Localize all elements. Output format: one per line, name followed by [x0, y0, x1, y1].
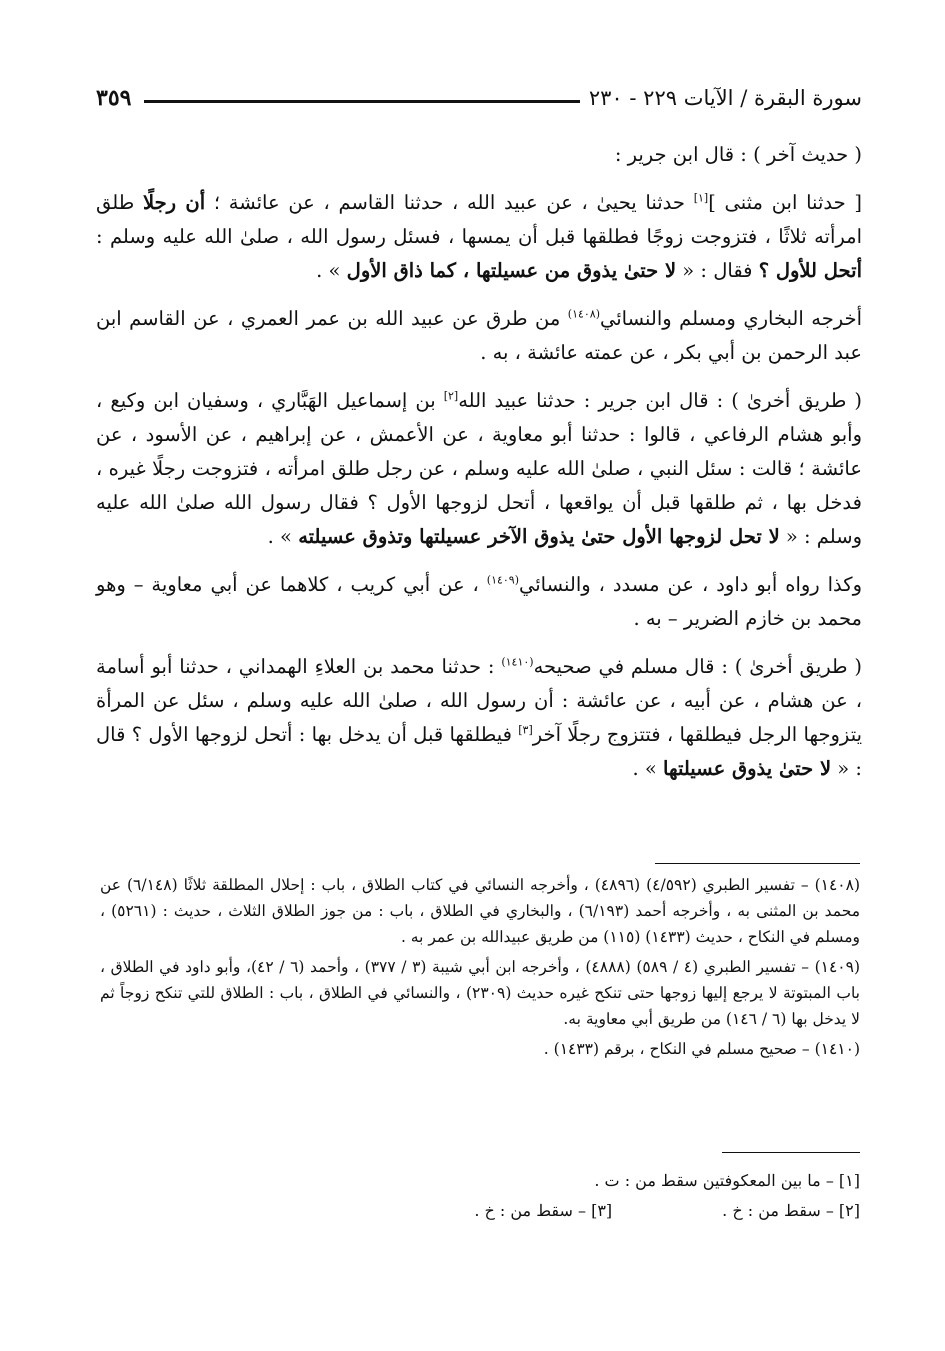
paragraph-hadith-2 — [96, 384, 862, 554]
note-row — [260, 1166, 860, 1196]
text-span: فيطلقها قبل أن يدخل بها : أتحل لزوجها الأول ؟ قال : « — [96, 723, 862, 780]
hadith-quote: لا حتىٰ يذوق عسيلتها — [663, 757, 832, 780]
text-span: فقال : « — [676, 259, 759, 282]
note-2: [٢] – سقط من : خ . — [722, 1201, 860, 1220]
text-span: حدثنا يحيىٰ ، عن عبيد الله ، حدثنا القاسم ، عن عائشة ؛ — [205, 191, 694, 214]
note-marker: [٣] — [518, 723, 533, 737]
hadith-quote: لا تحل لزوجها الأول حتىٰ يذوق الآخر عسيلتها وتذوق عسيلته — [298, 525, 780, 548]
text-span: بن إسماعيل الهَبَّاري ، وسفيان ابن وكيع ، وأبو هشام الرفاعي ، قالوا : حدثنا أبو معاوية ، عن الأعمش ، عن إبراهيم ، عن الأسود ، عن عائشة ؛ قالت : سئل النبي ، صلىٰ الله عليه وسلم ، عن رجل طلق امرأته ، فتزوجت رجلًا غيره ، فدخل بها ، ثم طلقها قبل أن يواقعها ، أتحل لزوجها الأول ؟ فقال رسول الله صلىٰ الله عليه وسلم : « — [96, 389, 862, 548]
hadith-quote: لا حتىٰ يذوق من عسيلتها ، كما ذاق الأول — [346, 259, 677, 282]
text-span: [ حدثنا ابن مثنى ] — [708, 191, 862, 214]
text-span: من طرق عن عبيد الله بن عمر العمري ، عن القاسم ابن عبد الرحمن بن أبي بكر ، عن عمته عائشة ، به . — [96, 307, 862, 364]
note-marker: [١] — [693, 191, 709, 205]
page-header — [96, 78, 862, 118]
page-number: ٣٥٩ — [96, 85, 132, 111]
footnote-ref: (١٤١٠) — [501, 655, 534, 669]
text-span: » . — [267, 525, 299, 548]
text-span: وكذا رواه أبو داود ، عن مسدد ، والنسائي — [519, 573, 862, 596]
note-row — [260, 1196, 860, 1226]
paragraph-takhrij-1 — [96, 302, 862, 370]
note-1: [١] – ما بين المعكوفتين سقط من : ت . — [594, 1171, 860, 1190]
paragraph-hadith-1 — [96, 186, 862, 288]
main-text — [96, 138, 862, 800]
text-span: أخرجه البخاري ومسلم والنسائي — [600, 307, 862, 330]
bold-text: أن رجلًا — [142, 191, 206, 214]
footnote-separator — [655, 863, 860, 864]
footnotes — [100, 872, 860, 1066]
manuscript-notes — [260, 1166, 860, 1226]
notes-separator — [722, 1152, 860, 1153]
footnote-ref: (١٤٠٨) — [567, 307, 600, 321]
note-3: [٣] – سقط من : خ . — [474, 1201, 613, 1220]
text-span: ، عن أبي كريب ، كلاهما عن أبي معاوية – وهو محمد بن خازم الضرير – به . — [96, 573, 862, 630]
footnote-ref: (١٤٠٩) — [486, 573, 519, 587]
paragraph-hadith-3 — [96, 650, 862, 786]
note-marker: [٢] — [443, 389, 459, 403]
footnote-1409: (١٤٠٩) – تفسير الطبري (٤ / ٥٨٩) (٤٨٨٨) ، وأخرجه ابن أبي شيبة (٣ / ٣٧٧) ، وأحمد (٦ / ٤٢)، وأبو داود في الطلاق ، باب المبتوتة لا يرجع إليها زوجها حتى تنكح غيره حديث (٢٣٠٩) ، والنسائي في الطلاق ، باب : الطلاق للتي تنكح زوجاً ثم لا يدخل بها (٦ / ١٤٦) من طريق أبي معاوية به. — [100, 958, 860, 1028]
text-span: طلق امرأته ثلاثًا ، فتزوجت زوجًا فطلقها قبل أن يمسها ، فسئل رسول الله ، صلىٰ الله عليه وسلم : — [96, 191, 862, 248]
paragraph-takhrij-2 — [96, 568, 862, 636]
header-rule — [144, 100, 580, 103]
text-span: : حدثنا محمد بن العلاءِ الهمداني ، حدثنا أبو أسامة ، عن هشام ، عن أبيه ، عن عائشة : أن رسول الله ، صلىٰ الله عليه وسلم ، سئل عن المرأة يتزوجها الرجل فيطلقها ، فتتزوج رجلًا آخر — [96, 655, 862, 746]
running-title: سورة البقرة / الآيات ٢٢٩ - ٢٣٠ — [588, 86, 862, 110]
text-span: ( طريق أخرىٰ ) : قال ابن جرير : حدثنا عبيد الله — [458, 389, 862, 412]
paragraph-hadith-heading — [96, 138, 862, 172]
heading-text: ( حديث آخر ) : قال ابن جرير : — [614, 143, 862, 166]
bold-text: أتحل للأول ؟ — [758, 259, 862, 282]
footnote-1408: (١٤٠٨) – تفسير الطبري (٤/٥٩٢) (٤٨٩٦) ، وأخرجه النسائي في كتاب الطلاق ، باب : إحلال المطلقة ثلاثًا (٦/١٤٨) عن محمد بن المثنى به ، وأخرجه أحمد (٦/١٩٣) ، والبخاري في الطلاق ، باب : من جوز الطلاق الثلاث ، حديث : (٥٢٦١) ، ومسلم في النكاح ، حديث (١٤٣٣) (١١٥) من طريق عبيدالله بن عمر به . — [100, 876, 861, 946]
footnote-1410: (١٤١٠) – صحيح مسلم في النكاح ، برقم (١٤٣٣) . — [543, 1040, 860, 1058]
text-span: » . — [316, 259, 347, 282]
text-span: ( طريق أخرىٰ ) : قال مسلم في صحيحه — [533, 655, 862, 678]
text-span: » . — [632, 757, 664, 780]
